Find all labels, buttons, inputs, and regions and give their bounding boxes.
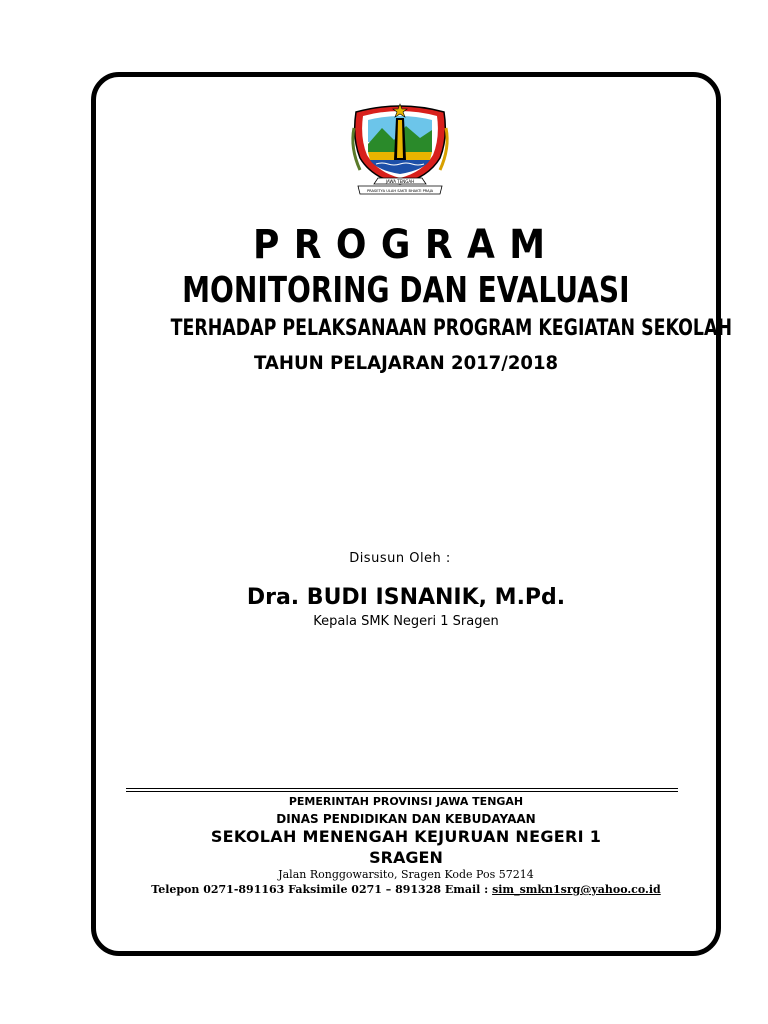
footer-divider [126, 788, 678, 789]
title-program: PROGRAM [252, 222, 560, 268]
contact-text: Telepon 0271-891163 Faksimile 0271 – 891328 Email : [151, 883, 493, 896]
school-city: SRAGEN [369, 848, 443, 867]
org-department: DINAS PENDIDIKAN DAN KEBUDAYAAN [276, 812, 536, 826]
school-name: SEKOLAH MENENGAH KEJURUAN NEGERI 1 [210, 827, 602, 846]
school-contact [96, 883, 716, 896]
jawa-tengah-emblem [348, 98, 452, 198]
school-address: Jalan Ronggowarsito, Sragen Kode Pos 57214 [278, 868, 534, 881]
title-year: TAHUN PELAJARAN 2017/2018 [253, 352, 559, 374]
title-subtitle: TERHADAP PELAKSANAAN PROGRAM KEGIATAN SEKOLAH [170, 316, 732, 341]
svg-text:JAWA TENGAH: JAWA TENGAH [385, 179, 415, 184]
author-name: Dra. BUDI ISNANIK, M.Pd. [246, 585, 566, 610]
footer-divider [126, 791, 678, 792]
svg-text:PRASETYA ULAH SAKTI BHAKTI PRA: PRASETYA ULAH SAKTI BHAKTI PRAJA [366, 189, 434, 193]
email-link[interactable]: sim_smkn1srg@yahoo.co.id [492, 883, 661, 896]
org-government: PEMERINTAH PROVINSI JAWA TENGAH [288, 795, 524, 808]
author-role: Kepala SMK Negeri 1 Sragen [313, 614, 499, 629]
author-label: Disusun Oleh : [349, 551, 451, 566]
title-main: MONITORING DAN EVALUASI [182, 270, 630, 311]
